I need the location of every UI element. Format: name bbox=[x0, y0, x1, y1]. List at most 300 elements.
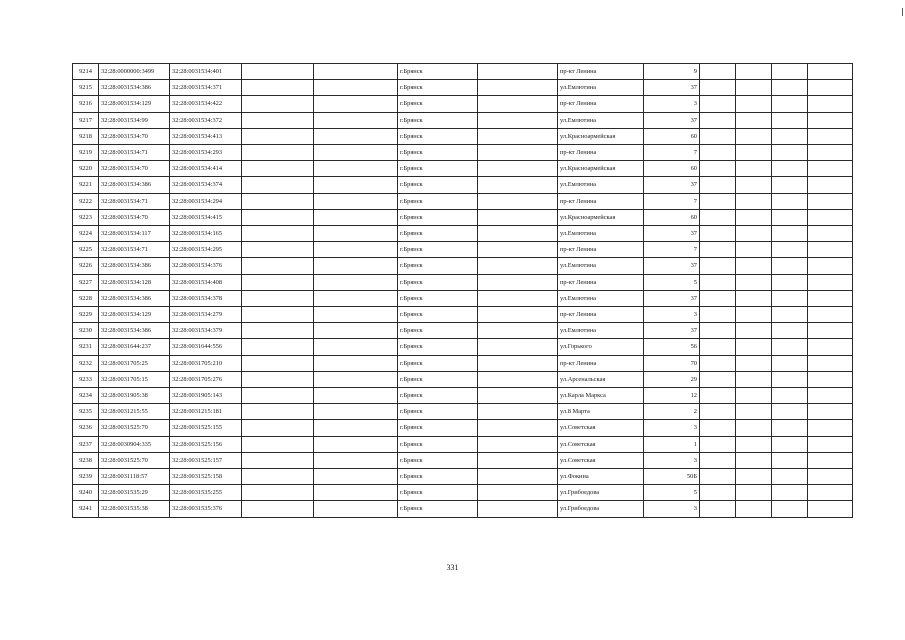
cell-empty-col-7 bbox=[478, 485, 558, 501]
cell-cadastral-number-object: 32:28:0031534:413 bbox=[170, 128, 242, 144]
table-row bbox=[73, 258, 853, 274]
cell-house-number: 37 bbox=[644, 290, 700, 306]
cell-empty-col-5 bbox=[314, 177, 398, 193]
cell-cadastral-number-object: 32:28:0031525:158 bbox=[170, 469, 242, 485]
cell-empty-col-4 bbox=[242, 161, 314, 177]
cell-house-number: 2 bbox=[644, 404, 700, 420]
table-row bbox=[73, 323, 853, 339]
cell-empty-col-4 bbox=[242, 128, 314, 144]
cell-empty-col-13 bbox=[808, 112, 853, 128]
cell-empty-col-12 bbox=[772, 371, 808, 387]
cell-cadastral-number-parcel: 32:28:0031534:386 bbox=[99, 258, 170, 274]
cell-city: г.Брянск bbox=[398, 339, 478, 355]
cell-empty-col-10 bbox=[700, 452, 736, 468]
table-row bbox=[73, 242, 853, 258]
table-row bbox=[73, 420, 853, 436]
cell-empty-col-7 bbox=[478, 96, 558, 112]
cell-empty-col-13 bbox=[808, 64, 853, 80]
cell-empty-col-4 bbox=[242, 177, 314, 193]
register-table bbox=[72, 63, 853, 518]
cell-cadastral-number-object: 32:28:0031905:143 bbox=[170, 388, 242, 404]
cell-empty-col-13 bbox=[808, 177, 853, 193]
cell-cadastral-number-object: 32:28:0031534:295 bbox=[170, 242, 242, 258]
cell-street: ул.Карла Маркса bbox=[558, 388, 644, 404]
cell-empty-col-4 bbox=[242, 355, 314, 371]
cell-cadastral-number-object: 32:28:0031534:408 bbox=[170, 274, 242, 290]
cell-house-number: 5 bbox=[644, 485, 700, 501]
cell-city: г.Брянск bbox=[398, 177, 478, 193]
cell-city: г.Брянск bbox=[398, 388, 478, 404]
cell-city: г.Брянск bbox=[398, 469, 478, 485]
cell-cadastral-number-parcel: 32:28:0031535:29 bbox=[99, 485, 170, 501]
cell-empty-col-7 bbox=[478, 355, 558, 371]
table-row bbox=[73, 226, 853, 242]
cell-street: ул.Арсенальская bbox=[558, 371, 644, 387]
cell-empty-col-12 bbox=[772, 290, 808, 306]
cell-empty-col-11 bbox=[736, 290, 772, 306]
cell-cadastral-number-object: 32:28:0031534:293 bbox=[170, 145, 242, 161]
cell-empty-col-7 bbox=[478, 161, 558, 177]
cell-empty-col-7 bbox=[478, 64, 558, 80]
cell-empty-col-12 bbox=[772, 339, 808, 355]
cell-empty-col-13 bbox=[808, 193, 853, 209]
cell-street: пр-кт Ленина bbox=[558, 274, 644, 290]
cell-empty-col-11 bbox=[736, 501, 772, 517]
cell-empty-col-11 bbox=[736, 209, 772, 225]
cell-empty-col-13 bbox=[808, 161, 853, 177]
cell-empty-col-4 bbox=[242, 485, 314, 501]
cell-cadastral-number-parcel: 32:28:0031705:15 bbox=[99, 371, 170, 387]
cell-street: ул.8 Марта bbox=[558, 404, 644, 420]
cell-empty-col-7 bbox=[478, 307, 558, 323]
cell-empty-col-11 bbox=[736, 355, 772, 371]
cell-empty-col-5 bbox=[314, 485, 398, 501]
cell-cadastral-number-object: 32:28:0031534:294 bbox=[170, 193, 242, 209]
cell-empty-col-10 bbox=[700, 290, 736, 306]
table-row bbox=[73, 112, 853, 128]
cell-empty-col-4 bbox=[242, 145, 314, 161]
cell-empty-col-5 bbox=[314, 258, 398, 274]
cell-street: ул.Советская bbox=[558, 436, 644, 452]
cell-row-number: 9223 bbox=[73, 209, 99, 225]
cell-street: пр-кт Ленина bbox=[558, 307, 644, 323]
cell-empty-col-12 bbox=[772, 355, 808, 371]
cell-cadastral-number-object: 32:28:0031534:422 bbox=[170, 96, 242, 112]
cell-row-number: 9231 bbox=[73, 339, 99, 355]
cell-empty-col-12 bbox=[772, 80, 808, 96]
cell-empty-col-10 bbox=[700, 404, 736, 420]
cell-cadastral-number-parcel: 32:28:0031534:70 bbox=[99, 209, 170, 225]
cell-city: г.Брянск bbox=[398, 226, 478, 242]
cell-empty-col-7 bbox=[478, 193, 558, 209]
cell-empty-col-13 bbox=[808, 469, 853, 485]
cell-street: ул.Емлютина bbox=[558, 112, 644, 128]
cell-cadastral-number-object: 32:28:0031535:255 bbox=[170, 485, 242, 501]
cell-city: г.Брянск bbox=[398, 161, 478, 177]
cell-row-number: 9219 bbox=[73, 145, 99, 161]
cell-empty-col-12 bbox=[772, 323, 808, 339]
cell-empty-col-12 bbox=[772, 307, 808, 323]
cell-empty-col-12 bbox=[772, 420, 808, 436]
cell-row-number: 9221 bbox=[73, 177, 99, 193]
cell-empty-col-5 bbox=[314, 323, 398, 339]
cell-house-number: 37 bbox=[644, 112, 700, 128]
cell-empty-col-13 bbox=[808, 274, 853, 290]
cell-street: ул.Красноармейская bbox=[558, 161, 644, 177]
cell-house-number: 5 bbox=[644, 274, 700, 290]
table-row bbox=[73, 161, 853, 177]
cell-row-number: 9225 bbox=[73, 242, 99, 258]
cell-empty-col-5 bbox=[314, 355, 398, 371]
cell-house-number: 7 bbox=[644, 145, 700, 161]
cell-empty-col-10 bbox=[700, 145, 736, 161]
cell-empty-col-4 bbox=[242, 290, 314, 306]
cell-empty-col-5 bbox=[314, 226, 398, 242]
cell-street: ул.Красноармейская bbox=[558, 209, 644, 225]
cell-city: г.Брянск bbox=[398, 96, 478, 112]
table-row bbox=[73, 388, 853, 404]
cell-house-number: 56 bbox=[644, 339, 700, 355]
cell-empty-col-11 bbox=[736, 128, 772, 144]
cell-empty-col-11 bbox=[736, 469, 772, 485]
cell-cadastral-number-object: 32:28:0031534:401 bbox=[170, 64, 242, 80]
cell-street: пр-кт Ленина bbox=[558, 355, 644, 371]
cell-empty-col-12 bbox=[772, 469, 808, 485]
cell-empty-col-4 bbox=[242, 339, 314, 355]
table-row bbox=[73, 339, 853, 355]
cell-cadastral-number-parcel: 32:28:0031534:128 bbox=[99, 274, 170, 290]
cell-empty-col-4 bbox=[242, 371, 314, 387]
cell-empty-col-12 bbox=[772, 145, 808, 161]
cell-city: г.Брянск bbox=[398, 420, 478, 436]
cell-street: ул.Красноармейская bbox=[558, 128, 644, 144]
cell-row-number: 9234 bbox=[73, 388, 99, 404]
cell-empty-col-4 bbox=[242, 388, 314, 404]
cell-street: ул.Емлютина bbox=[558, 290, 644, 306]
cell-house-number: 3 bbox=[644, 452, 700, 468]
cell-house-number: 37 bbox=[644, 323, 700, 339]
cell-empty-col-4 bbox=[242, 307, 314, 323]
table-row bbox=[73, 452, 853, 468]
cell-empty-col-11 bbox=[736, 420, 772, 436]
cell-empty-col-4 bbox=[242, 112, 314, 128]
cell-house-number: 37 bbox=[644, 258, 700, 274]
cell-empty-col-5 bbox=[314, 452, 398, 468]
cell-cadastral-number-object: 32:28:0031534:378 bbox=[170, 290, 242, 306]
cell-cadastral-number-parcel: 32:28:0031534:70 bbox=[99, 161, 170, 177]
cell-cadastral-number-object: 32:28:0031644:556 bbox=[170, 339, 242, 355]
table-row bbox=[73, 355, 853, 371]
cell-empty-col-11 bbox=[736, 388, 772, 404]
cell-empty-col-10 bbox=[700, 96, 736, 112]
cell-empty-col-7 bbox=[478, 371, 558, 387]
cell-cadastral-number-parcel: 32:28:0031534:99 bbox=[99, 112, 170, 128]
cell-empty-col-5 bbox=[314, 209, 398, 225]
cell-empty-col-4 bbox=[242, 436, 314, 452]
cell-house-number: 3 bbox=[644, 307, 700, 323]
cell-empty-col-12 bbox=[772, 193, 808, 209]
cell-house-number: 37 bbox=[644, 226, 700, 242]
cell-empty-col-12 bbox=[772, 226, 808, 242]
cell-empty-col-10 bbox=[700, 355, 736, 371]
cell-empty-col-12 bbox=[772, 274, 808, 290]
cell-empty-col-12 bbox=[772, 404, 808, 420]
cell-row-number: 9217 bbox=[73, 112, 99, 128]
cell-empty-col-13 bbox=[808, 226, 853, 242]
cell-empty-col-4 bbox=[242, 452, 314, 468]
cell-empty-col-11 bbox=[736, 323, 772, 339]
cell-house-number: 60 bbox=[644, 161, 700, 177]
cell-empty-col-5 bbox=[314, 436, 398, 452]
cell-empty-col-5 bbox=[314, 371, 398, 387]
cell-empty-col-12 bbox=[772, 388, 808, 404]
cell-empty-col-4 bbox=[242, 404, 314, 420]
cell-house-number: 50Б bbox=[644, 469, 700, 485]
cell-empty-col-11 bbox=[736, 242, 772, 258]
cell-cadastral-number-parcel: 32:28:0031534:386 bbox=[99, 323, 170, 339]
cell-empty-col-7 bbox=[478, 80, 558, 96]
cell-empty-col-11 bbox=[736, 436, 772, 452]
cell-street: ул.Грибоедова bbox=[558, 501, 644, 517]
table-row bbox=[73, 145, 853, 161]
cell-empty-col-7 bbox=[478, 242, 558, 258]
cell-cadastral-number-object: 32:28:0031534:372 bbox=[170, 112, 242, 128]
cell-empty-col-11 bbox=[736, 112, 772, 128]
cell-empty-col-4 bbox=[242, 501, 314, 517]
cell-empty-col-10 bbox=[700, 469, 736, 485]
cell-empty-col-11 bbox=[736, 452, 772, 468]
cell-empty-col-11 bbox=[736, 274, 772, 290]
cell-cadastral-number-parcel: 32:28:0031534:386 bbox=[99, 177, 170, 193]
cell-cadastral-number-object: 32:28:0031534:376 bbox=[170, 258, 242, 274]
cell-empty-col-11 bbox=[736, 161, 772, 177]
cell-empty-col-11 bbox=[736, 96, 772, 112]
cell-empty-col-10 bbox=[700, 112, 736, 128]
cell-street: ул.Грибоедова bbox=[558, 485, 644, 501]
cell-city: г.Брянск bbox=[398, 80, 478, 96]
cell-street: ул.Емлютина bbox=[558, 258, 644, 274]
cell-city: г.Брянск bbox=[398, 371, 478, 387]
cell-cadastral-number-parcel: 32:28:0031534:71 bbox=[99, 145, 170, 161]
cell-city: г.Брянск bbox=[398, 258, 478, 274]
cell-empty-col-10 bbox=[700, 388, 736, 404]
cell-cadastral-number-parcel: 32:28:0031534:386 bbox=[99, 290, 170, 306]
table-row bbox=[73, 469, 853, 485]
cell-empty-col-12 bbox=[772, 485, 808, 501]
cell-empty-col-4 bbox=[242, 209, 314, 225]
cell-empty-col-5 bbox=[314, 420, 398, 436]
cell-city: г.Брянск bbox=[398, 128, 478, 144]
cell-empty-col-7 bbox=[478, 290, 558, 306]
cell-row-number: 9226 bbox=[73, 258, 99, 274]
cell-cadastral-number-object: 32:28:0031534:165 bbox=[170, 226, 242, 242]
cell-empty-col-13 bbox=[808, 420, 853, 436]
cell-empty-col-10 bbox=[700, 177, 736, 193]
cell-empty-col-5 bbox=[314, 193, 398, 209]
cell-empty-col-13 bbox=[808, 145, 853, 161]
cell-city: г.Брянск bbox=[398, 242, 478, 258]
cell-empty-col-12 bbox=[772, 501, 808, 517]
cell-street: пр-кт Ленина bbox=[558, 64, 644, 80]
cell-cadastral-number-parcel: 32:28:0000000:3499 bbox=[99, 64, 170, 80]
register-table-body bbox=[73, 64, 853, 518]
page-number: 331 bbox=[446, 563, 459, 572]
cell-empty-col-5 bbox=[314, 290, 398, 306]
table-row bbox=[73, 436, 853, 452]
cell-cadastral-number-object: 32:28:0031705:210 bbox=[170, 355, 242, 371]
cell-empty-col-13 bbox=[808, 404, 853, 420]
table-row bbox=[73, 485, 853, 501]
cell-empty-col-10 bbox=[700, 242, 736, 258]
cell-row-number: 9240 bbox=[73, 485, 99, 501]
cell-city: г.Брянск bbox=[398, 452, 478, 468]
cell-empty-col-11 bbox=[736, 485, 772, 501]
cell-empty-col-5 bbox=[314, 161, 398, 177]
cell-empty-col-13 bbox=[808, 80, 853, 96]
cell-street: пр-кт Ленина bbox=[558, 96, 644, 112]
cell-row-number: 9224 bbox=[73, 226, 99, 242]
cell-empty-col-11 bbox=[736, 177, 772, 193]
table-row bbox=[73, 128, 853, 144]
cell-row-number: 9235 bbox=[73, 404, 99, 420]
cell-house-number: 29 bbox=[644, 371, 700, 387]
cell-empty-col-13 bbox=[808, 307, 853, 323]
table-row bbox=[73, 177, 853, 193]
cell-empty-col-5 bbox=[314, 80, 398, 96]
cell-empty-col-4 bbox=[242, 323, 314, 339]
cell-cadastral-number-object: 32:28:0031534:371 bbox=[170, 80, 242, 96]
cell-city: г.Брянск bbox=[398, 209, 478, 225]
cell-empty-col-12 bbox=[772, 436, 808, 452]
cell-empty-col-10 bbox=[700, 161, 736, 177]
table-row bbox=[73, 307, 853, 323]
cell-empty-col-5 bbox=[314, 242, 398, 258]
cell-empty-col-10 bbox=[700, 226, 736, 242]
table-row bbox=[73, 193, 853, 209]
cell-empty-col-7 bbox=[478, 501, 558, 517]
cell-empty-col-5 bbox=[314, 469, 398, 485]
cell-empty-col-4 bbox=[242, 242, 314, 258]
cell-row-number: 9215 bbox=[73, 80, 99, 96]
cell-row-number: 9218 bbox=[73, 128, 99, 144]
cell-empty-col-12 bbox=[772, 128, 808, 144]
cell-cadastral-number-parcel: 32:28:0031215:55 bbox=[99, 404, 170, 420]
cell-row-number: 9222 bbox=[73, 193, 99, 209]
cell-empty-col-13 bbox=[808, 485, 853, 501]
cell-empty-col-7 bbox=[478, 420, 558, 436]
cell-empty-col-12 bbox=[772, 64, 808, 80]
cell-empty-col-11 bbox=[736, 226, 772, 242]
cell-empty-col-13 bbox=[808, 128, 853, 144]
cell-city: г.Брянск bbox=[398, 501, 478, 517]
cell-street: ул.Фокина bbox=[558, 469, 644, 485]
cell-empty-col-10 bbox=[700, 274, 736, 290]
cell-city: г.Брянск bbox=[398, 112, 478, 128]
cell-empty-col-10 bbox=[700, 485, 736, 501]
cell-row-number: 9230 bbox=[73, 323, 99, 339]
cell-empty-col-12 bbox=[772, 112, 808, 128]
cell-empty-col-12 bbox=[772, 177, 808, 193]
cell-cadastral-number-parcel: 32:28:0031905:38 bbox=[99, 388, 170, 404]
cell-empty-col-13 bbox=[808, 501, 853, 517]
cell-row-number: 9239 bbox=[73, 469, 99, 485]
cell-city: г.Брянск bbox=[398, 323, 478, 339]
cell-empty-col-4 bbox=[242, 96, 314, 112]
cell-row-number: 9229 bbox=[73, 307, 99, 323]
cell-street: ул.Советская bbox=[558, 452, 644, 468]
cell-empty-col-7 bbox=[478, 177, 558, 193]
cell-empty-col-10 bbox=[700, 193, 736, 209]
cell-row-number: 9237 bbox=[73, 436, 99, 452]
cell-cadastral-number-object: 32:28:0031534:374 bbox=[170, 177, 242, 193]
cell-street: ул.Емлютина bbox=[558, 323, 644, 339]
cell-empty-col-7 bbox=[478, 145, 558, 161]
cell-cadastral-number-object: 32:28:0031534:415 bbox=[170, 209, 242, 225]
cell-row-number: 9236 bbox=[73, 420, 99, 436]
cell-city: г.Брянск bbox=[398, 485, 478, 501]
cell-row-number: 9238 bbox=[73, 452, 99, 468]
table-row bbox=[73, 290, 853, 306]
cell-house-number: 7 bbox=[644, 193, 700, 209]
cell-cadastral-number-parcel: 32:28:0031534:117 bbox=[99, 226, 170, 242]
cell-empty-col-5 bbox=[314, 339, 398, 355]
cell-empty-col-7 bbox=[478, 112, 558, 128]
cell-empty-col-13 bbox=[808, 436, 853, 452]
cell-house-number: 9 bbox=[644, 64, 700, 80]
cell-empty-col-5 bbox=[314, 404, 398, 420]
cell-cadastral-number-parcel: 32:28:0031534:71 bbox=[99, 193, 170, 209]
cell-empty-col-13 bbox=[808, 242, 853, 258]
cell-cadastral-number-object: 32:28:0031525:156 bbox=[170, 436, 242, 452]
cell-cadastral-number-object: 32:28:0031534:279 bbox=[170, 307, 242, 323]
cell-empty-col-13 bbox=[808, 290, 853, 306]
cell-row-number: 9227 bbox=[73, 274, 99, 290]
cell-cadastral-number-object: 32:28:0031705:276 bbox=[170, 371, 242, 387]
cell-city: г.Брянск bbox=[398, 307, 478, 323]
cell-empty-col-11 bbox=[736, 193, 772, 209]
cell-cadastral-number-parcel: 32:28:0031534:70 bbox=[99, 128, 170, 144]
cell-empty-col-10 bbox=[700, 80, 736, 96]
cell-empty-col-11 bbox=[736, 258, 772, 274]
table-row bbox=[73, 80, 853, 96]
cell-street: ул.Емлютина bbox=[558, 177, 644, 193]
cell-house-number: 37 bbox=[644, 177, 700, 193]
cell-cadastral-number-parcel: 32:28:0031534:129 bbox=[99, 307, 170, 323]
cell-empty-col-5 bbox=[314, 274, 398, 290]
cell-city: г.Брянск bbox=[398, 436, 478, 452]
cell-cadastral-number-parcel: 32:28:0031525:70 bbox=[99, 452, 170, 468]
cell-empty-col-5 bbox=[314, 128, 398, 144]
cell-empty-col-7 bbox=[478, 469, 558, 485]
table-row bbox=[73, 274, 853, 290]
cell-house-number: 7 bbox=[644, 242, 700, 258]
cell-row-number: 9214 bbox=[73, 64, 99, 80]
cell-street: пр-кт Ленина bbox=[558, 193, 644, 209]
cell-cadastral-number-parcel: 32:28:0031118:57 bbox=[99, 469, 170, 485]
cell-empty-col-10 bbox=[700, 209, 736, 225]
cell-empty-col-13 bbox=[808, 452, 853, 468]
cell-house-number: 60 bbox=[644, 209, 700, 225]
cell-empty-col-11 bbox=[736, 371, 772, 387]
cell-empty-col-4 bbox=[242, 226, 314, 242]
table-row bbox=[73, 501, 853, 517]
cell-empty-col-11 bbox=[736, 339, 772, 355]
cell-cadastral-number-parcel: 32:28:0031705:25 bbox=[99, 355, 170, 371]
cell-empty-col-7 bbox=[478, 226, 558, 242]
table-row bbox=[73, 404, 853, 420]
cell-empty-col-12 bbox=[772, 452, 808, 468]
cell-empty-col-5 bbox=[314, 112, 398, 128]
